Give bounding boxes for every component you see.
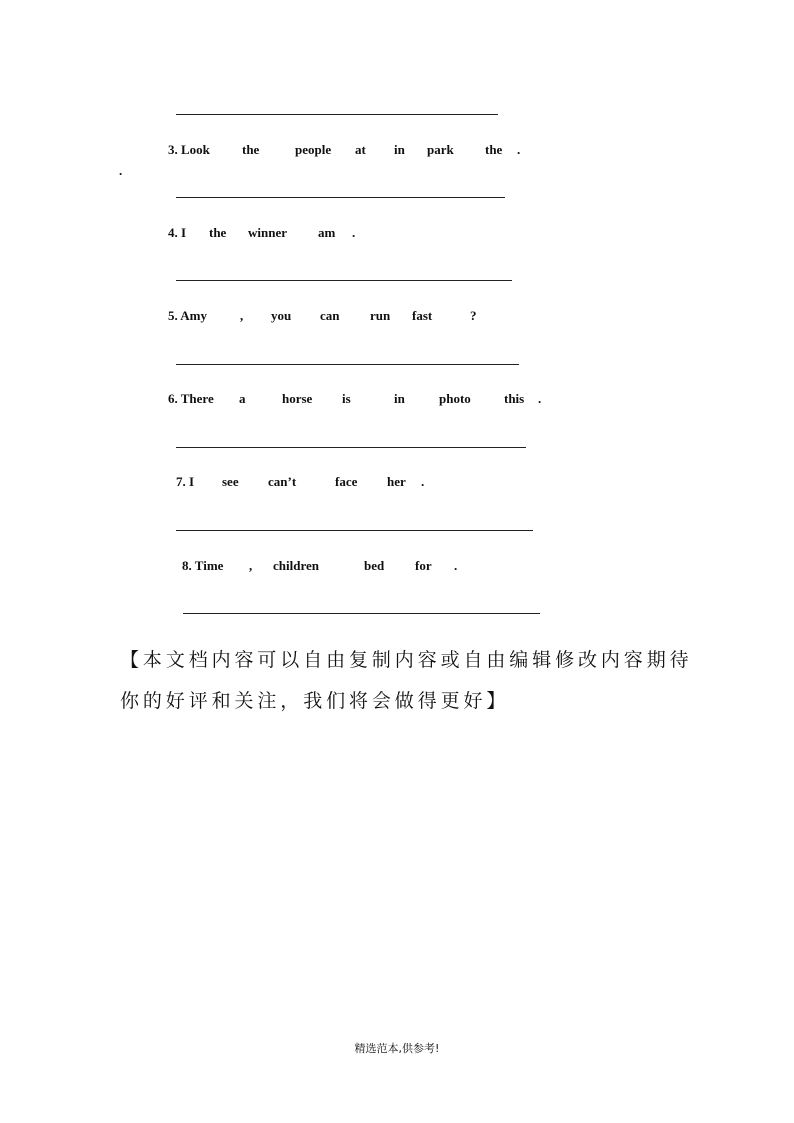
question-word: at [355,142,366,157]
question-word: bed [364,558,385,573]
answer-line-4 [176,280,512,281]
answer-line-6 [176,447,526,448]
answer-line-3 [176,197,505,198]
question-word: is [342,391,351,406]
question-word: , [240,308,244,323]
question-word: park [427,142,454,157]
notice-line-2: 你的好评和关注，我们将会做得更好】 [120,690,510,712]
question-word: 7. I [176,474,195,489]
question-word: the [242,142,260,157]
answer-line-8 [183,613,540,614]
question-word: photo [439,391,471,406]
question-word: a [239,391,246,406]
question-word: ? [470,308,477,323]
question-word: . [538,391,542,406]
question-word: am [318,225,336,240]
answer-line-2 [176,114,498,115]
question-word: fast [412,308,433,323]
notice-line-1: 【本文档内容可以自由复制内容或自由编辑修改内容期待 [120,649,693,671]
question-word: can’t [268,474,297,489]
question-word: her [387,474,406,489]
question-word: can [320,308,340,323]
question-word: 3. Look [168,142,210,157]
answer-line-7 [176,530,533,531]
question-word: run [370,308,391,323]
question-word: 6. There [168,391,214,406]
question-word: 4. I [168,225,187,240]
question-word: the [485,142,503,157]
question-word: see [222,474,239,489]
question-word: in [394,142,405,157]
question-word: face [335,474,358,489]
question-word: for [415,558,432,573]
question-word: . [454,558,458,573]
stray-mark: . [119,163,123,178]
question-word: you [271,308,292,323]
question-word: 5. Amy [168,308,207,323]
question-word: in [394,391,405,406]
question-word: the [209,225,227,240]
answer-line-5 [176,364,519,365]
question-word: . [421,474,425,489]
question-word: children [273,558,319,573]
page-footer: 精选范本,供参考! [354,1042,440,1055]
question-word: horse [282,391,313,406]
question-word: 8. Time [182,558,224,573]
question-word: , [249,558,253,573]
question-word: people [295,142,332,157]
question-word: this [504,391,525,406]
question-word: . [517,142,521,157]
question-word: winner [248,225,287,240]
question-word: . [352,225,356,240]
